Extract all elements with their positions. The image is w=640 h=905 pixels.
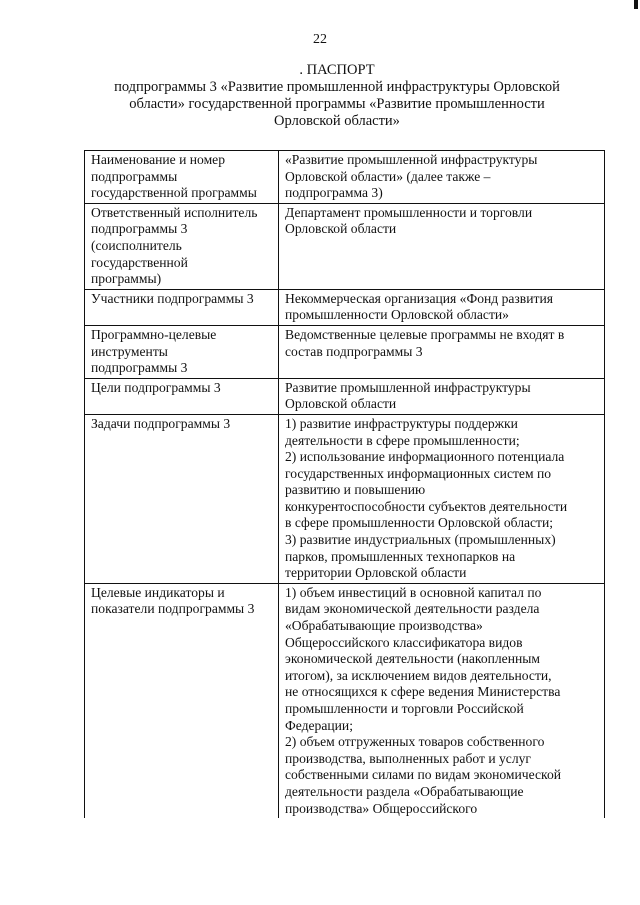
heading-subtitle-line: области» государственной программы «Развитие промышленности <box>129 96 545 112</box>
row-label-line: подпрограммы <box>91 168 178 184</box>
row-value-cell <box>279 583 605 818</box>
row-value-line: не относящихся к сфере ведения Министерства <box>285 684 561 700</box>
row-value-cell <box>279 151 605 204</box>
row-value-line: деятельности раздела «Обрабатывающие <box>285 783 524 799</box>
table-row <box>85 583 605 818</box>
row-value-line: 3) развитие индустриальных (промышленных) <box>285 532 556 548</box>
row-value-cell <box>279 378 605 414</box>
row-value-line: Федерации; <box>285 717 353 733</box>
row-label-cell <box>85 378 279 414</box>
row-value-line: в сфере промышленности Орловской области; <box>285 515 554 531</box>
row-label-line: Цели подпрограммы 3 <box>91 379 221 395</box>
row-value-line: производства» Общероссийского <box>285 800 478 816</box>
row-value-cell <box>279 289 605 325</box>
row-value-line: 2) объем отгруженных товаров собственного <box>285 734 545 750</box>
row-value-line: 2) использование информационного потенциала <box>285 449 565 465</box>
row-value-line: Некоммерческая организация «Фонд развития <box>285 290 553 306</box>
row-value-line: промышленности и торговли Российской <box>285 701 524 716</box>
row-value-line: производства, выполненных работ и услуг <box>285 750 531 766</box>
row-label-line: Целевые индикаторы и <box>91 584 225 600</box>
row-label-cell <box>85 325 279 378</box>
row-value-line: территории Орловской области <box>285 565 467 581</box>
passport-table <box>84 150 605 818</box>
row-label-line: Программно-целевые <box>91 326 217 342</box>
row-label-line: инструменты <box>91 343 168 359</box>
row-value-line: «Развитие промышленной инфраструктуры <box>285 152 538 167</box>
row-label-cell <box>85 151 279 204</box>
row-value-line: 1) развитие инфраструктуры поддержки <box>285 415 518 431</box>
row-label-line: государственной программы <box>91 185 257 201</box>
row-label-line: Ответственный исполнитель <box>91 204 258 220</box>
table-row <box>85 289 605 325</box>
row-value-line: экономической деятельности (накопленным <box>285 651 541 667</box>
row-value-line: видам экономической деятельности раздела <box>285 601 540 617</box>
row-value-cell <box>279 414 605 583</box>
row-value-line: государственных информационных систем по <box>285 465 552 481</box>
row-value-line: Общероссийского классификатора видов <box>285 634 523 650</box>
row-value-line: подпрограмма 3) <box>285 185 383 201</box>
row-value-line: промышленности Орловской области» <box>285 307 509 323</box>
row-value-line: Орловской области» (далее также – <box>285 168 491 184</box>
table-row <box>85 151 605 204</box>
row-value-line: Орловской области <box>285 221 397 237</box>
passport-title: . ПАСПОРТ <box>299 62 375 78</box>
row-value-line: Департамент промышленности и торговли <box>285 204 533 220</box>
row-label-line: показатели подпрограммы 3 <box>91 601 255 617</box>
row-value-line: развитию и повышению <box>285 482 426 498</box>
row-value-line: парков, промышленных технопарков на <box>285 548 516 564</box>
row-value-line: собственными силами по видам экономической <box>285 767 562 783</box>
page-number: 22 <box>313 32 327 47</box>
row-label-line: Наименование и номер <box>91 152 226 167</box>
row-value-line: «Обрабатывающие производства» <box>285 618 483 634</box>
row-value-line: состав подпрограммы 3 <box>285 343 423 359</box>
table-row <box>85 203 605 289</box>
row-label-line: государственной <box>91 254 188 270</box>
row-label-cell <box>85 203 279 289</box>
row-label-line: подпрограммы 3 <box>91 221 188 237</box>
table-row <box>85 414 605 583</box>
row-label-line: (соисполнитель <box>91 237 182 253</box>
row-value-line: Орловской области <box>285 396 397 412</box>
row-value-line: итогом), за исключением видов деятельности, <box>285 667 552 683</box>
row-label-line: Задачи подпрограммы 3 <box>91 415 231 431</box>
passport-table-body <box>85 151 605 819</box>
row-label-line: Участники подпрограммы 3 <box>91 290 254 306</box>
row-label-cell <box>85 414 279 583</box>
row-label-line: программы) <box>91 271 162 287</box>
row-label-line: подпрограммы 3 <box>91 360 188 376</box>
row-value-line: деятельности в сфере промышленности; <box>285 432 520 448</box>
page-edge-mark <box>634 0 638 9</box>
row-value-line: Ведомственные целевые программы не входят в <box>285 326 565 342</box>
table-row <box>85 325 605 378</box>
document-heading <box>92 62 582 130</box>
row-value-line: конкурентоспособности субъектов деятельности <box>285 498 568 514</box>
row-value-cell <box>279 203 605 289</box>
row-label-cell <box>85 583 279 818</box>
table-row <box>85 378 605 414</box>
row-value-cell <box>279 325 605 378</box>
row-label-cell <box>85 289 279 325</box>
row-value-line: Развитие промышленной инфраструктуры <box>285 379 531 395</box>
row-value-line: 1) объем инвестиций в основной капитал по <box>285 584 542 600</box>
heading-subtitle-line: подпрограммы 3 «Развитие промышленной инфраструктуры Орловской <box>114 79 560 95</box>
heading-subtitle-line: Орловской области» <box>274 113 400 129</box>
